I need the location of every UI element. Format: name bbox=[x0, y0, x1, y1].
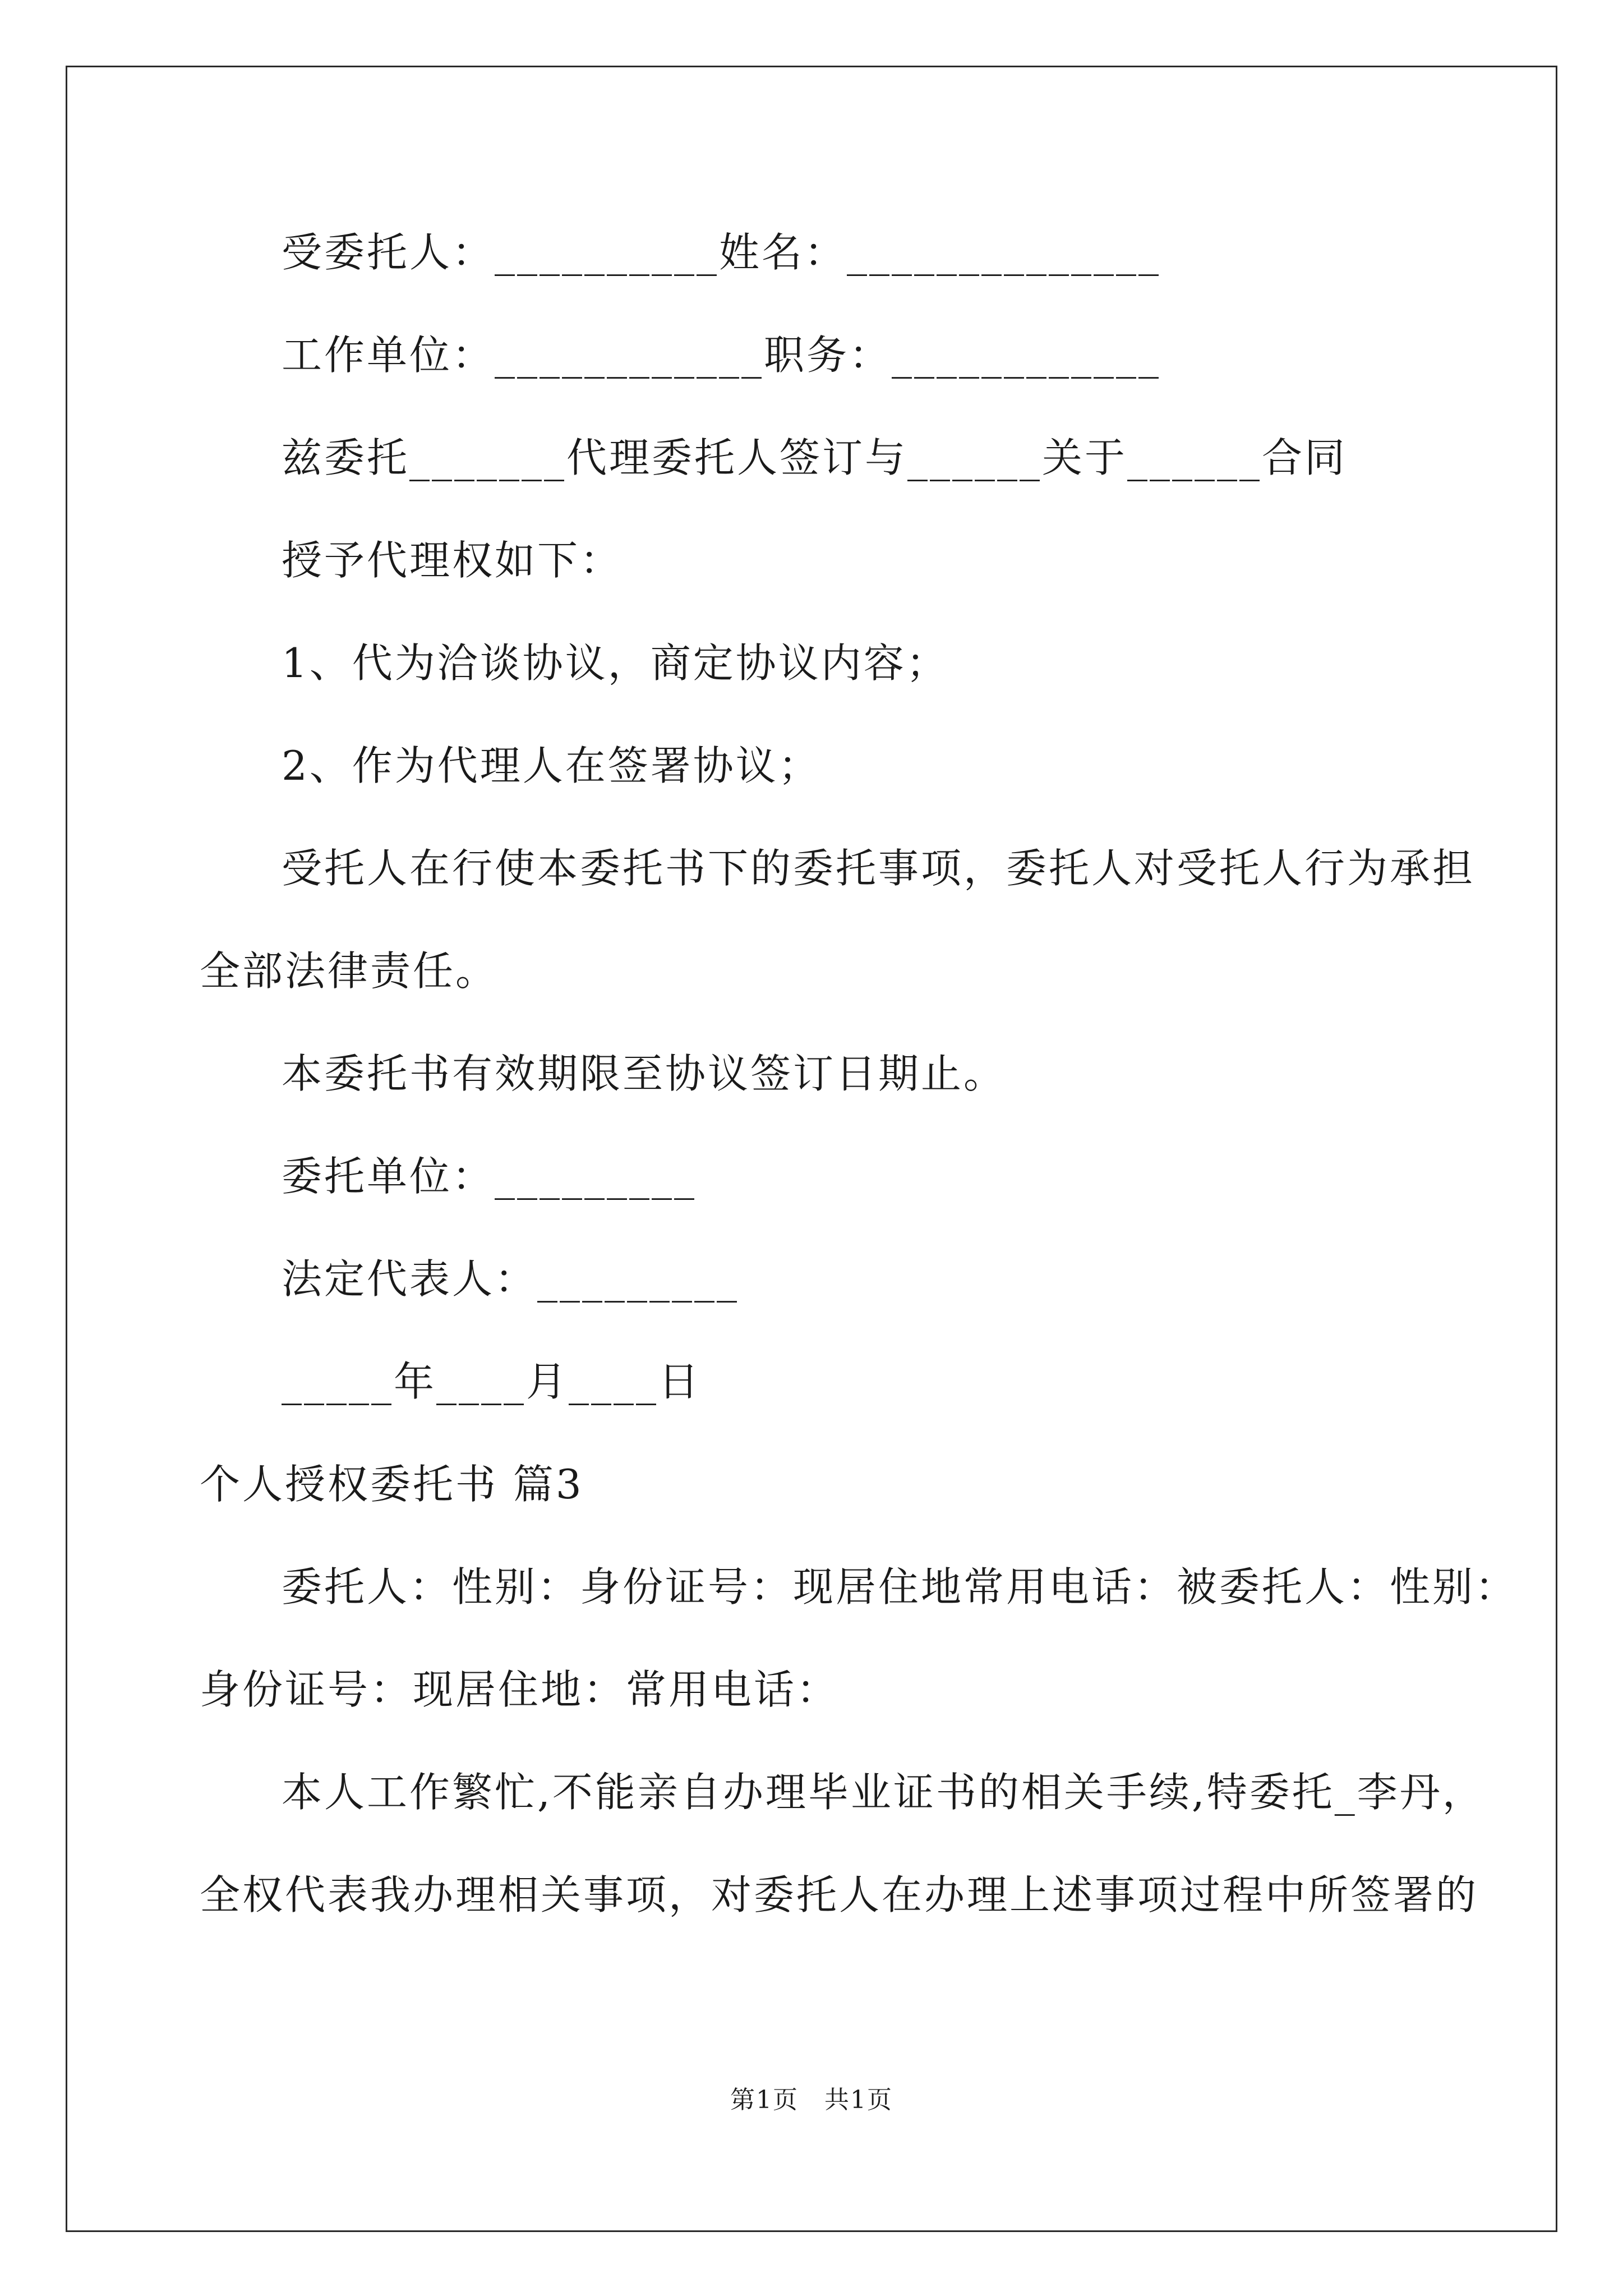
trustee-name-line: 受委托人：__________姓名：______________ bbox=[282, 229, 1161, 276]
liability-paragraph-line-2: 全部法律责任。 bbox=[200, 947, 499, 995]
validity-paragraph: 本委托书有效期限至协议签订日期止。 bbox=[282, 1050, 1007, 1097]
authority-item-1: 1、代为洽谈协议，商定协议内容； bbox=[282, 639, 949, 687]
authority-item-2: 2、作为代理人在签署协议； bbox=[282, 742, 821, 789]
principal-info-line-1: 委托人：性别：身份证号：现居住地常用电话：被委托人：性别： bbox=[282, 1563, 1518, 1611]
authority-heading: 授予代理权如下： bbox=[282, 537, 623, 584]
liability-paragraph-line-1: 受托人在行使本委托书下的委托事项，委托人对受托人行为承担 bbox=[282, 845, 1476, 892]
legal-representative-line: 法定代表人：_________ bbox=[282, 1255, 740, 1303]
page-number-footer: 第1页 共1页 bbox=[730, 2086, 893, 2114]
principal-info-line-2: 身份证号：现居住地：常用电话： bbox=[200, 1666, 840, 1713]
statement-paragraph-line-2: 全权代表我办理相关事项，对委托人在办理上述事项过程中所签署的 bbox=[200, 1871, 1479, 1918]
statement-paragraph-line-1: 本人工作繁忙,不能亲自办理毕业证书的相关手续,特委托_李丹， bbox=[282, 1769, 1485, 1816]
date-line: _____年____月____日 bbox=[282, 1358, 702, 1405]
section-heading: 个人授权委托书 篇3 bbox=[200, 1461, 584, 1508]
work-unit-line: 工作单位：____________职务：____________ bbox=[282, 332, 1161, 379]
entrusting-unit-line: 委托单位：_________ bbox=[282, 1153, 697, 1200]
commission-line: 兹委托_______代理委托人签订与______关于______合同 bbox=[282, 434, 1348, 481]
